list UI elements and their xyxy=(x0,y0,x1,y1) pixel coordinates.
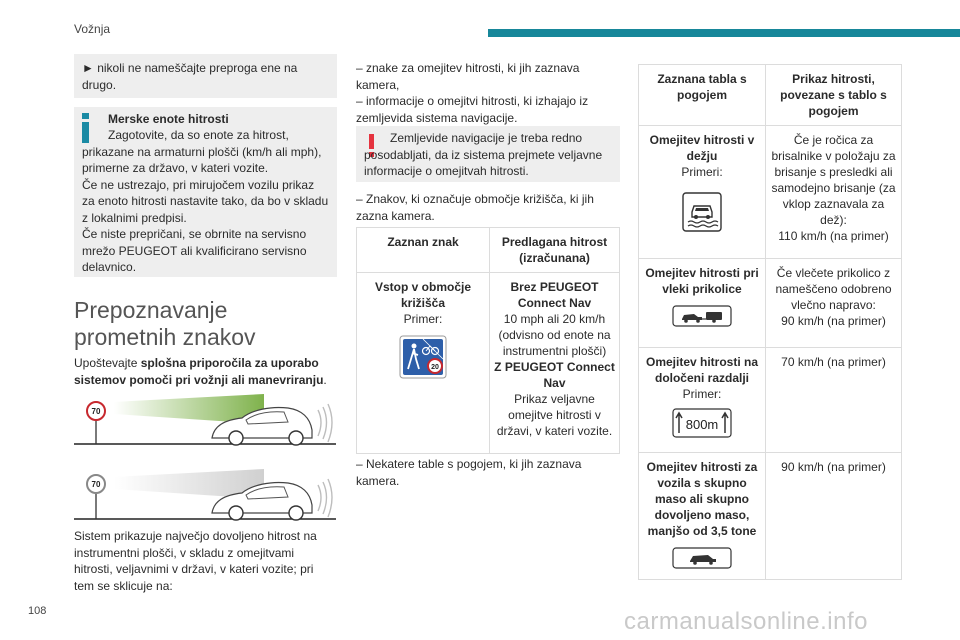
watermark-text: carmanualsonline.info xyxy=(624,608,868,635)
note-text: ► nikoli ne nameščajte preproga ene na drugo. xyxy=(82,61,298,92)
page-number: 108 xyxy=(28,605,47,617)
closing-paragraph: Sistem prikazuje največjo dovoljeno hitrost na instrumentni plošči, v skladu z omejitvami hitrosti, veljavnimi v državi, v kateri vozite; pri tem se sklicuje na: xyxy=(74,529,317,593)
table-header-row xyxy=(639,65,902,126)
table-row xyxy=(639,259,902,348)
example-label: Primer: xyxy=(682,387,722,401)
bullet-list-top xyxy=(356,60,618,126)
intro-end: . xyxy=(323,372,327,387)
table-row xyxy=(639,126,902,259)
header-accent-bar xyxy=(488,29,960,37)
junction-table xyxy=(356,227,620,454)
table-cell-text: Če vlečete prikolico z nameščeno odobreno vlečno napravo: 90 km/h (na primer) xyxy=(766,259,902,348)
intro-text: Upoštevajte xyxy=(74,356,141,370)
conditional-signs-table xyxy=(638,64,902,580)
intro-paragraph xyxy=(74,355,336,388)
table-cell-text: Prikaz veljavne omejitve hitrosti v državi, v kateri vozite. xyxy=(496,392,613,438)
speed-sign-70-a: 70 xyxy=(91,407,101,416)
table-row xyxy=(639,348,902,453)
table-cell-bold: Omejitev hitrosti za vozila s skupno maso ali skupno dovoljeno maso, manjšo od 3,5 tone xyxy=(646,460,758,538)
car-illustration-2 xyxy=(74,467,336,527)
table-row xyxy=(357,273,620,454)
table-cell-bold: Omejitev hitrosti pri vleki prikolice xyxy=(645,266,759,296)
speed-sign-70-b: 70 xyxy=(91,480,101,489)
distance-sign-label: 800m xyxy=(685,417,719,432)
junction-zone-sign-icon xyxy=(361,335,485,383)
bullet-item: – znake za omejitev hitrosti, ki jih zaznava kamera, xyxy=(356,61,580,92)
table-cell-bold: Omejitev hitrosti na določeni razdalji xyxy=(645,355,759,385)
table-cell-text: Če je ročica za brisalnike v položaju za brisanje s presledki ali samodejno brisanje (za vklop zaznavala za dež): 110 km/h (na primer) xyxy=(766,126,902,259)
info-body: Zagotovite, da so enote za hitrost, prikazane na armaturni plošči (km/h ali mph), primerne za državo, v kateri vozite. Če ne ustrezajo, pri mirujočem vozilu prikaz za enoto hitrosti nastavite tako, da bo v skladu z lokalnimi predpisi. Če niste prepričani, se obrnite na servisno mrežo PEUGEOT ali kvalificirano servisno delavnico. xyxy=(82,128,329,274)
table-header-cell: Zaznana tabla s pogojem xyxy=(657,72,747,102)
warning-text: Zemljevide navigacije je treba redno posodabljati, da iz sistema prejmete veljavne informacije o omejitvah hitrosti. xyxy=(364,131,603,178)
table-row xyxy=(639,453,902,580)
table-cell-bold: Omejitev hitrosti v dežju xyxy=(649,133,755,163)
example-label: Primer: xyxy=(403,312,443,326)
distance-sign-icon xyxy=(643,408,761,442)
table-header-cell: Zaznan znak xyxy=(387,235,459,249)
example-label: Primeri: xyxy=(681,165,723,179)
car-sign-icon xyxy=(643,547,761,573)
table-header-row xyxy=(357,228,620,273)
bullet-item: – informacije o omejitvi hitrosti, ki izhajajo iz zemljevida sistema navigacije. xyxy=(356,94,589,125)
table-header-cell: Prikaz hitrosti, povezane s tablo s pogojem xyxy=(780,72,887,118)
table-cell-bold: Z PEUGEOT Connect Nav xyxy=(494,360,615,390)
note-box xyxy=(74,54,337,98)
info-title: Merske enote hitrosti xyxy=(108,112,229,126)
table-cell-text: 90 km/h (na primer) xyxy=(766,453,902,580)
bullet-bottom: – Nekatere table s pogojem, ki jih zaznava kamera. xyxy=(356,457,582,488)
warning-box xyxy=(356,126,620,182)
info-box xyxy=(74,107,337,277)
sign-speed-label: 20 xyxy=(431,364,439,371)
intro-bold-text: splošna priporočila za uporabo sistemov pomoči pri vožnji ali manevriranju xyxy=(74,356,324,387)
table-cell-text: 10 mph ali 20 km/h (odvisno od enote na instrumentni plošči) xyxy=(498,312,611,358)
table-cell-text: 70 km/h (na primer) xyxy=(766,348,902,453)
trailer-sign-icon xyxy=(643,305,761,331)
table-cell-bold: Brez PEUGEOT Connect Nav xyxy=(510,280,599,310)
car-illustration-1 xyxy=(74,392,336,452)
table-cell-bold: Vstop v območje križišča xyxy=(374,280,472,310)
section-heading: Prepoznavanje prometnih znakov xyxy=(74,297,256,350)
rain-sign-icon xyxy=(643,192,761,236)
section-title: Vožnja xyxy=(74,22,111,36)
table-header-cell: Predlagana hitrost (izračunana) xyxy=(501,235,608,265)
bullet-mid: – Znakov, ki označuje območje križišča, ki jih zazna kamera. xyxy=(356,192,594,223)
